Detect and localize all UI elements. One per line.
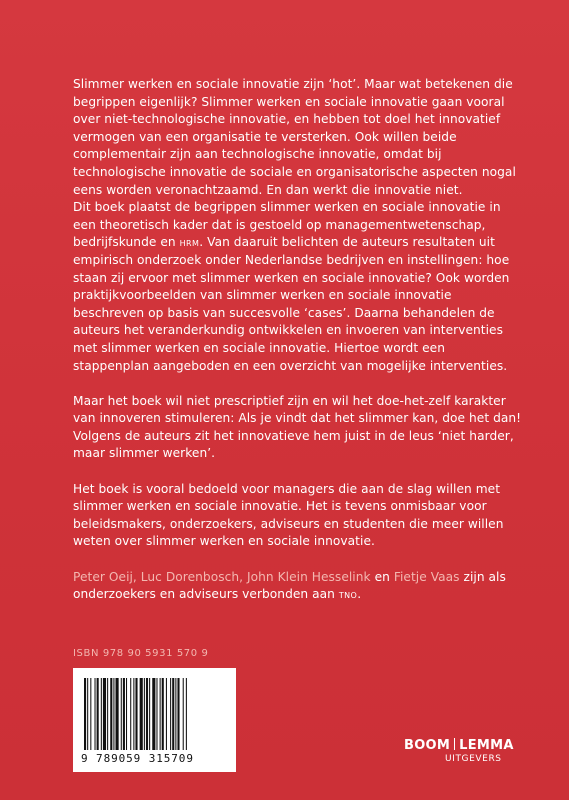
- barcode-bar: [162, 678, 164, 750]
- publisher-name: [404, 738, 514, 753]
- barcode-bar: [123, 678, 125, 750]
- author-names: Peter Oeij, Luc Dorenbosch, John Klein Hesselink: [73, 569, 371, 584]
- barcode-bar: [101, 678, 102, 750]
- barcode-bar: [183, 678, 184, 750]
- barcode-bar: [149, 678, 150, 750]
- publisher-logo: [404, 738, 514, 764]
- publisher-subtitle: UITGEVERS: [445, 754, 502, 764]
- publisher-divider: [454, 738, 455, 750]
- barcode-bar: [90, 678, 91, 750]
- barcode-bar: [146, 678, 148, 750]
- blurb-paragraph-4: Het boek is vooral bedoeld voor managers die aan de slag willen met slimmer werken en sociale innovatie. Het is tevens onmisbaar voor beleidsmakers, onderzoekers, adviseurs en studenten die meer willen weten over slimmer werken en sociale innovatie.: [73, 481, 504, 549]
- author-period: .: [357, 587, 362, 602]
- barcode-bar: [130, 678, 131, 750]
- barcode-bar: [84, 678, 86, 750]
- barcode-bar: [97, 678, 99, 750]
- barcode-bar: [133, 678, 134, 750]
- paragraph-2-part-2: . Van daaruit belichten de auteurs resultaten uit empirisch onderzoek onder Nederlandse bedrijven en instellingen: hoe staan zij ervoor met slimmer werken en sociale innovatie? Ook worden praktijkvoorbeelden van slimmer werken en sociale innovatie beschreven op basis van succesvolle ‘cases’. Daarna behandelen de auteurs het veranderkundig ontwikkelen en invoeren van interventies met slimmer werken en sociale innovatie. Hiertoe wordt een stappenplan aangeboden en een overzicht van mogelijke interventies.: [73, 235, 510, 373]
- isbn-number: ISBN 978 90 5931 570 9: [73, 648, 209, 659]
- barcode-bar: [144, 678, 145, 750]
- publisher-name-right: LEMMA: [459, 738, 514, 753]
- paragraph-2-part-1: Dit boek plaatst de begrippen slimmer werken en sociale innovatie in een theoretisch kader dat is gestoeld op managementwetenschap, bedrijfskunde en: [73, 200, 501, 250]
- tno-abbreviation: tno: [338, 587, 358, 602]
- barcode-bar: [113, 678, 114, 750]
- barcode-bar: [156, 678, 157, 750]
- barcode-bar: [103, 678, 106, 750]
- blurb-text: [73, 76, 523, 621]
- blurb-paragraph-1: Slimmer werken en sociale innovatie zijn ‘hot’. Maar wat betekenen die begrippen eigenlijk? Slimmer werken en sociale innovatie gaan vooral over niet-technologische innovatie, en hebben tot doel het innovatief vermogen van een organisatie te versterken. Ook willen beide complementair zijn aan technologische innovatie, omdat bij technologische innovatie de sociale en organisatorische aspecten nogal eens worden veronachtzaamd. En dan werkt die innovatie niet.: [73, 77, 516, 197]
- blurb-paragraph-2: [73, 199, 523, 375]
- barcode-bar: [172, 678, 174, 750]
- barcode-bar: [135, 678, 137, 750]
- barcode-bar: [186, 678, 187, 750]
- barcode-bar: [152, 678, 155, 750]
- author-paragraph: [73, 569, 523, 604]
- barcode-bar: [160, 678, 161, 750]
- barcode: [73, 668, 236, 772]
- barcode-bar: [116, 678, 119, 750]
- barcode-bar: [175, 678, 176, 750]
- barcode-bar: [140, 678, 143, 750]
- author-conjunction: en: [370, 569, 394, 584]
- barcode-bar: [110, 678, 112, 750]
- barcode-bar: [177, 678, 179, 750]
- barcode-bar: [121, 678, 122, 750]
- barcode-bar: [95, 678, 96, 750]
- barcode-bar: [126, 678, 127, 750]
- hrm-abbreviation: hrm: [179, 235, 200, 250]
- author-affiliation: zijn als onderzoekers en adviseurs verbonden aan: [73, 569, 506, 602]
- blurb-paragraph-3: Maar het boek wil niet prescriptief zijn en wil het doe-het-zelf karakter van innoveren stimuleren: Als je vindt dat het slimmer kan, doe het dan! Volgens de auteurs zit het innovatieve hem juist in de leus ‘niet harder, maar slimmer werken’.: [73, 393, 522, 461]
- barcode-bar: [87, 678, 88, 750]
- barcode-bars: [82, 678, 228, 750]
- author-last-name: Fietje Vaas: [393, 569, 460, 584]
- barcode-bar: [170, 678, 171, 750]
- barcode-digits: 9 789059 315709: [81, 752, 194, 765]
- barcode-bar: [107, 678, 108, 750]
- publisher-name-left: BOOM: [404, 738, 451, 753]
- barcode-bar: [166, 678, 167, 750]
